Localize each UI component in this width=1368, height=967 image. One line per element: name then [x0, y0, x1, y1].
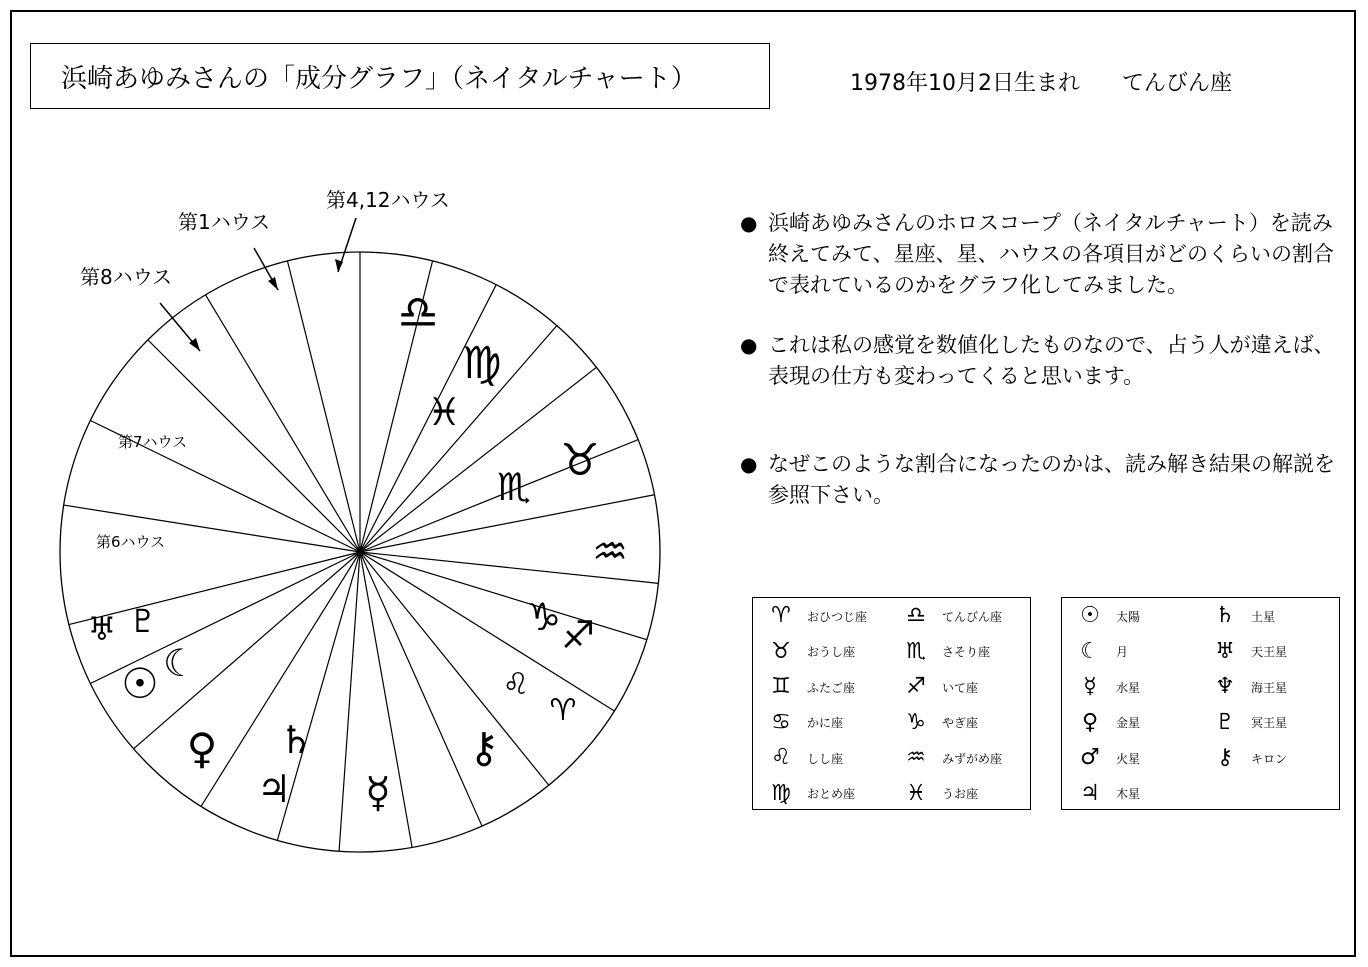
libra-icon: ♎: [906, 603, 926, 628]
neptune-icon: ♆: [1215, 674, 1235, 699]
sagittarius-icon: ♐: [906, 674, 926, 699]
capricorn-icon: ♑: [526, 595, 562, 639]
legend-item: [896, 637, 990, 667]
aquarius-icon: ♒: [906, 745, 926, 770]
natal-wheel: [40, 170, 700, 870]
legend-label: おひつじ座: [807, 609, 868, 624]
venus-icon: ♀: [1081, 709, 1099, 735]
legend-label: かに座: [807, 716, 844, 730]
legend-item: [896, 672, 978, 702]
legend-label: 火星: [1116, 751, 1141, 766]
aries-icon: ♈: [549, 693, 577, 728]
scorpio-icon: ♏: [906, 638, 926, 664]
venus-icon: ♀: [186, 724, 218, 773]
legend-item: [761, 672, 855, 702]
legend-item: [1070, 672, 1140, 702]
legend-item: [1205, 672, 1287, 702]
legend-item: [1205, 601, 1275, 631]
taurus-icon: ♉: [771, 638, 791, 664]
legend-label: ふたご座: [807, 680, 856, 695]
taurus-icon: ♉: [560, 435, 600, 486]
legend-label: しし座: [807, 751, 844, 766]
legend-item: [1205, 637, 1287, 667]
chiron-icon: ⚷: [468, 723, 500, 772]
mars-icon: ♂: [1080, 745, 1100, 770]
note-text: これは私の感覚を数値化したものなので、占う人が違えば、表現の仕方も変わってくると思います。: [768, 333, 1335, 388]
legend-label: 冥王星: [1251, 716, 1288, 730]
legend-item: [761, 601, 867, 631]
legend-item: [1070, 708, 1140, 738]
page-title: [30, 43, 770, 109]
callout-arrowhead-1: [268, 277, 278, 290]
legend-label: てんびん座: [942, 609, 1003, 624]
inner-label-house-7: 第7ハウス: [118, 433, 188, 451]
callout-house-4-12: 第4,12ハウス: [326, 188, 450, 212]
legend-item: [1070, 779, 1140, 809]
note-item: [740, 208, 1340, 301]
legend-item: [1070, 601, 1140, 631]
legend-item: [1070, 637, 1128, 667]
aquarius-icon: ♒: [592, 529, 628, 575]
legend-label: 太陽: [1116, 609, 1141, 624]
legend-item: [896, 708, 978, 738]
note-text: 浜崎あゆみさんのホロスコープ（ネイタルチャート）を読み終えてみて、星座、星、ハウスの各項目がどのくらいの割合で表れているのかをグラフ化してみました。: [768, 211, 1334, 297]
legend-label: 水星: [1116, 680, 1141, 695]
legend-item: [761, 743, 843, 773]
saturn-icon: ♄: [278, 718, 314, 762]
legend-label: 天王星: [1251, 645, 1288, 659]
jupiter-icon: ♃: [256, 767, 292, 811]
legend-label: 月: [1116, 645, 1129, 659]
cancer-icon: ♋: [771, 709, 791, 735]
gemini-icon: ♊: [771, 674, 791, 699]
aries-icon: ♈: [771, 603, 791, 628]
wheel-spoke: [287, 261, 360, 552]
note-item: [740, 330, 1340, 392]
legend-label: うお座: [942, 787, 979, 801]
wheel-spoke: [205, 295, 360, 552]
legend-label: キロン: [1251, 751, 1288, 766]
legend-label: 土星: [1251, 609, 1276, 624]
pisces-icon: ♓: [906, 780, 926, 806]
inner-label-house-6: 第6ハウス: [96, 533, 166, 551]
sagittarius-icon: ♐: [560, 613, 596, 657]
uranus-icon: ♅: [1215, 638, 1235, 664]
legend-label: みずがめ座: [942, 751, 1003, 766]
callout-house-8: 第8ハウス: [80, 265, 173, 289]
legend-label: 海王星: [1251, 680, 1288, 695]
birth-info: [850, 66, 1232, 97]
legend-item: [761, 779, 855, 809]
bullet-icon: ●: [740, 333, 758, 357]
legend-item: [1070, 743, 1140, 773]
legend-label: いて座: [942, 680, 979, 695]
sun-icon: ☉: [1080, 603, 1100, 628]
jupiter-icon: ♃: [1080, 780, 1100, 806]
capricorn-icon: ♑: [906, 709, 926, 735]
moon-icon: ☾: [1080, 638, 1100, 664]
bullet-icon: ●: [740, 211, 758, 235]
legend-item: [761, 708, 843, 738]
leo-icon: ♌: [502, 667, 530, 702]
notes: [740, 208, 1340, 511]
legend-label: やぎ座: [942, 716, 979, 730]
legend-signs: [752, 597, 1031, 810]
legend-item: [896, 601, 1002, 631]
legend-label: さそり座: [942, 645, 991, 659]
wheel-spoke: [339, 552, 360, 851]
legend-label: 金星: [1116, 716, 1141, 730]
legend-item: [896, 743, 1002, 773]
legend-item: [761, 637, 855, 667]
chiron-icon: ⚷: [1216, 745, 1234, 770]
mercury-icon: ☿: [365, 768, 391, 817]
uranus-icon: ♅: [87, 610, 117, 648]
pluto-icon: ♇: [128, 602, 158, 640]
note-item: [740, 449, 1340, 511]
title-text: 浜崎あゆみさんの「成分グラフ」（ネイタルチャート）: [61, 63, 697, 94]
pluto-icon: ♇: [1215, 709, 1235, 735]
moon-icon: ☾: [162, 641, 198, 685]
legend-label: おうし座: [807, 645, 856, 659]
legend-label: おとめ座: [807, 787, 856, 801]
note-text: なぜこのような割合になったのかは、読み解き結果の解説を参照下さい。: [768, 452, 1335, 507]
legend-label: 木星: [1116, 787, 1141, 801]
legend-planets: [1061, 597, 1340, 810]
legend-item: [1205, 708, 1287, 738]
leo-icon: ♌: [771, 745, 791, 770]
mercury-icon: ☿: [1083, 674, 1097, 699]
sun-sign: てんびん座: [1121, 71, 1232, 96]
legend-item: [896, 779, 978, 809]
libra-icon: ♎: [397, 285, 439, 339]
birth-date: 1978年10月2日生まれ: [850, 71, 1080, 96]
sun-icon: ☉: [121, 659, 159, 708]
bullet-icon: ●: [740, 452, 758, 476]
saturn-icon: ♄: [1215, 603, 1235, 628]
wheel-spokes: [64, 252, 659, 851]
legend-item: [1205, 743, 1287, 773]
scorpio-icon: ♏: [496, 465, 532, 509]
virgo-icon: ♍: [771, 780, 791, 806]
callout-house-1: 第1ハウス: [178, 210, 271, 234]
pisces-icon: ♓: [426, 390, 462, 434]
virgo-icon: ♍: [462, 338, 502, 389]
